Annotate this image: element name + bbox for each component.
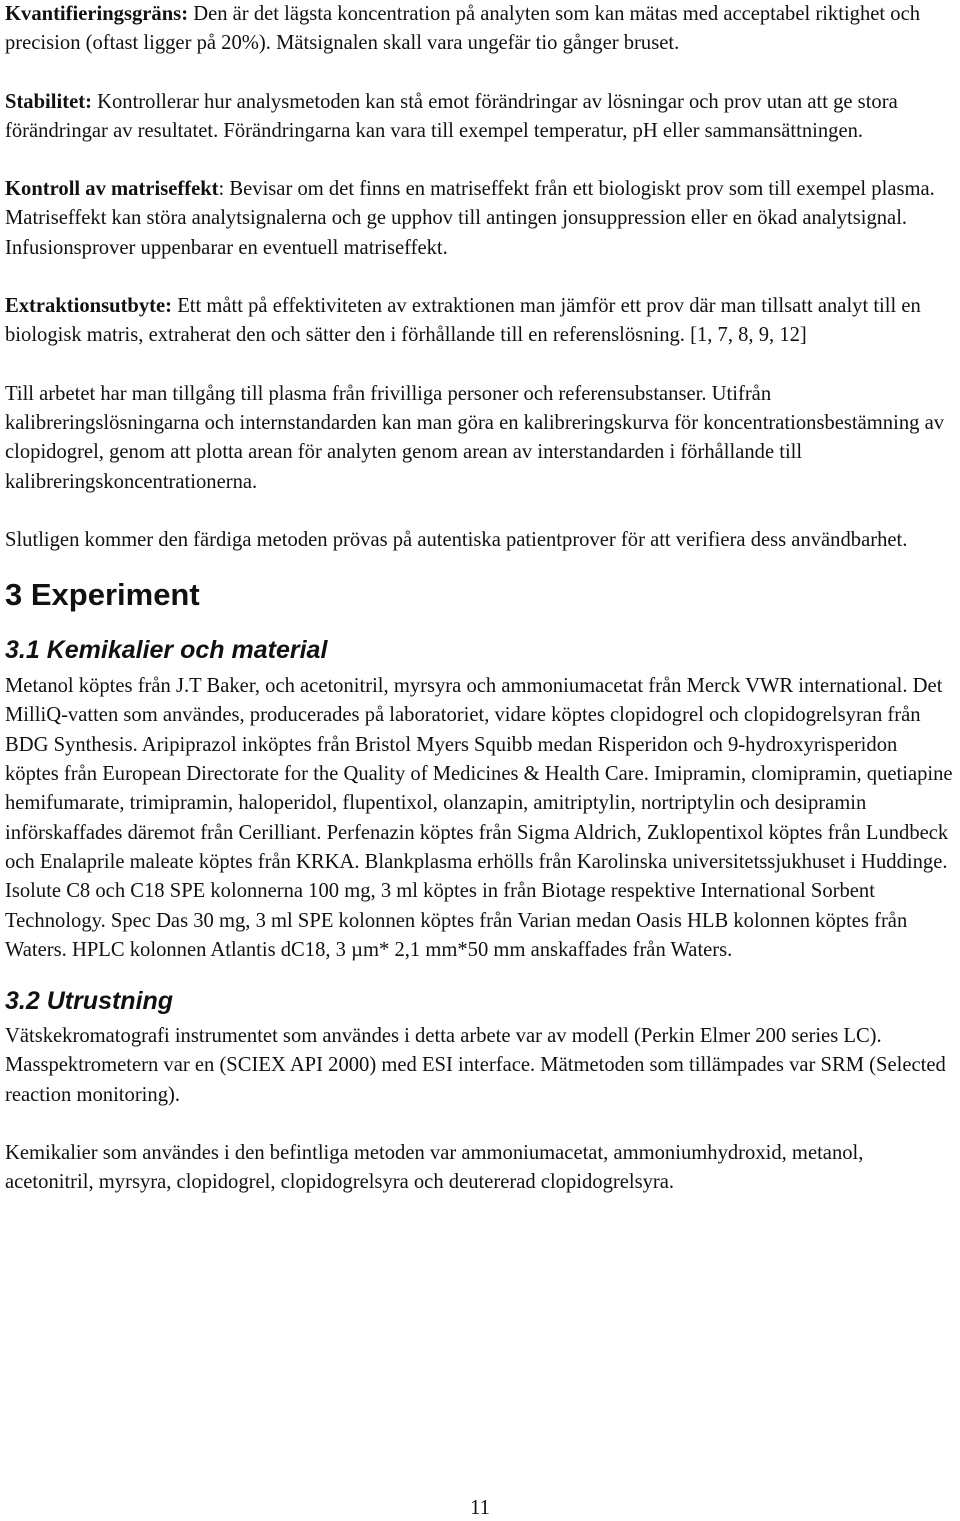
term-matriseffekt: Kontroll av matriseffekt: [5, 178, 219, 201]
page-number: 11: [470, 1497, 490, 1519]
document-page: [5, 0, 953, 1198]
heading-utrustning: 3.2 Utrustning: [5, 987, 174, 1016]
term-stabilitet: Stabilitet:: [5, 90, 92, 113]
paragraph-utrustning: Vätskekromatografi instrumentet som användes i detta arbete var av modell (Perkin Elmer 200 series LC). Masspektrometern var en (SCIEX API 2000) med ESI interface. Mätmetoden som tillämpades var SRM (Selected reaction monitoring).: [5, 1025, 946, 1106]
paragraph-kemikalier-befintliga: Kemikalier som användes i den befintliga metoden var ammoniumacetat, ammoniumhydroxid, metanol, acetonitril, myrsyra, clopidogrel, clopidogrelsyra och deutererad clopidogrelsyra.: [5, 1142, 864, 1194]
term-kvantifieringsgrans: Kvantifieringsgräns:: [5, 3, 189, 25]
paragraph-matriseffekt: [5, 175, 953, 263]
heading-experiment: 3 Experiment: [5, 577, 200, 613]
heading-kemikalier: 3.1 Kemikalier och material: [5, 636, 328, 665]
text-kvantifieringsgrans: Den är det lägsta koncentration på analyten som kan mätas med acceptabel riktighet och precision (oftast ligger på 20%). Mätsignalen skall vara ungefär tio gånger bruset.: [5, 3, 921, 55]
paragraph-extraktionsutbyte: [5, 292, 953, 351]
text-stabilitet: Kontrollerar hur analysmetoden kan stå emot förändringar av lösningar och prov utan att ge stora förändringar av resultatet. Förändringarna kan vara till exempel temperatur, pH eller sammansättningen.: [5, 90, 898, 142]
paragraph-kvantifieringsgrans: [5, 0, 953, 59]
text-extraktionsutbyte: Ett mått på effektiviteten av extraktionen man jämför ett prov där man tillsatt analyt till en biologisk matris, extraherat den och sätter den i förhållande till en referenslösning. [1, 7, 8, 9, 12]: [5, 295, 921, 347]
paragraph-slutligen: Slutligen kommer den färdiga metoden prövas på autentiska patientprover för att verifiera dess användbarhet.: [5, 528, 908, 551]
paragraph-kemikalier: Metanol köptes från J.T Baker, och acetonitril, myrsyra och ammoniumacetat från Merck VWR international. Det MilliQ-vatten som användes, producerades på laboratoriet, vidare köptes clopidogrel och clopidogrelsyran från BDG Synthesis. Aripiprazol inköptes från Bristol Myers Squibb medan Risperidon och 9-hydroxyrisperidon köptes från European Directorate for the Quality of Medicines & Health Care. Imipramin, clomipramin, quetiapine hemifumarate, trimipramin, haloperidol, flupentixol, olanzapin, amitriptylin, nortriptylin och desipramin införskaffades däremot från Cerilliant. Perfenazin köptes från Sigma Aldrich, Zuklopentixol köptes från Lundbeck och Enalaprile maleate köptes från KRKA. Blankplasma erhölls från Karolinska universitetssjukhuset i Huddinge. Isolute C8 och C18 SPE kolonnerna 100 mg, 3 ml köptes in från Biotage respektive International Sorbent Technology. Spec Das 30 mg, 3 ml SPE kolonnen köptes från Varian medan Oasis HLB kolonnen köptes från Waters. HPLC kolonnen Atlantis dC18, 3 µm* 2,1 mm*50 mm anskaffades från Waters.: [5, 675, 953, 961]
paragraph-arbete: Till arbetet har man tillgång till plasma från frivilliga personer och referensubstanser. Utifrån kalibreringslösningarna och internstandarden kan man göra en kalibreringskurva för koncentrationsbestämning av clopidogrel, genom att plotta arean för analyten genom arean av interstandarden i förhållande till kalibreringskoncentrationerna.: [5, 382, 945, 493]
term-extraktionsutbyte: Extraktionsutbyte:: [5, 295, 173, 318]
paragraph-stabilitet: [5, 88, 953, 147]
text-matriseffekt: : Bevisar om det finns en matriseffekt från ett biologiskt prov som till exempel plasma. Matriseffekt kan störa analytsignalerna och ge upphov till antingen jonsuppression eller en ökad analytsignal. Infusionsprover uppenbarar en eventuell matriseffekt.: [5, 178, 935, 259]
